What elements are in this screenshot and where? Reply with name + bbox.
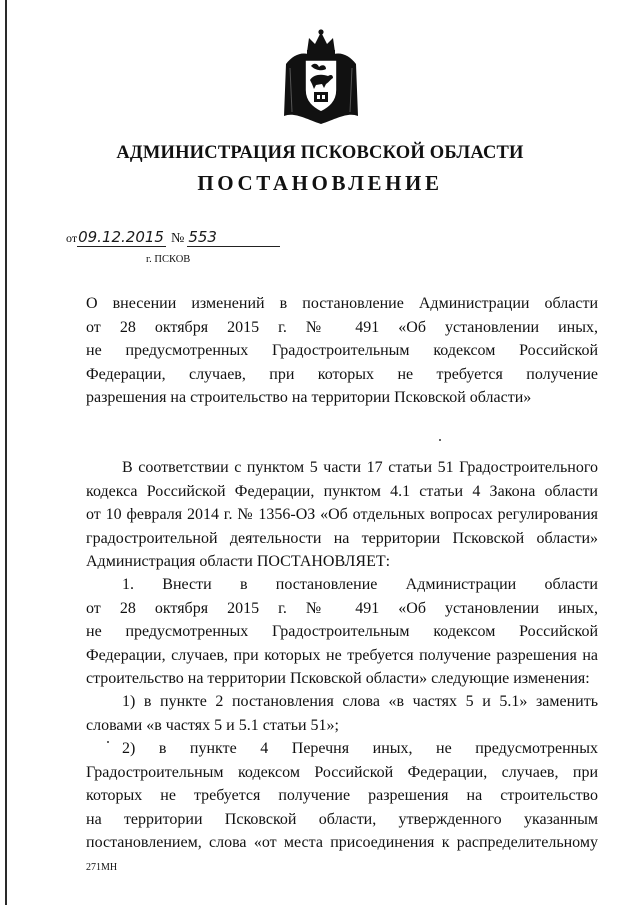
subitem-1-line: словами «в частях 5 и 5.1 статьи 51»;: [86, 716, 339, 734]
scan-speck: [439, 439, 441, 441]
organization-title: АДМИНИСТРАЦИЯ ПСКОВСКОЙ ОБЛАСТИ: [116, 143, 524, 163]
handwritten-date: 09.12.2015: [78, 228, 164, 246]
number-prefix: №: [170, 231, 185, 246]
item-1-line: Федерации, случаев, при которых не требуется получение разрешения на: [86, 646, 598, 664]
title-line: Федерации, случаев, при которых не требуется получение: [86, 365, 598, 383]
preamble-line: градостроительной деятельности на территории Псковской области»: [86, 529, 598, 547]
preamble-line: кодекса Российской Федерации, пунктом 4.1 статьи 4 Закона области: [86, 482, 598, 500]
coat-of-arms-emblem: [278, 28, 364, 128]
subitem-2-block: [86, 737, 598, 855]
preamble-line: В соответствии с пунктом 5 части 17 статьи 51 Градостроительного: [122, 459, 598, 476]
subitem-2-line: которых не требуется получение разрешения на строительство: [86, 787, 598, 804]
title-line: не предусмотренных Градостроительным кодексом Российской: [86, 342, 598, 359]
title-line: разрешения на строительство на территории Псковской области»: [86, 389, 532, 406]
subitem-1-line: 1) в пункте 2 постановления слова «в частях 5 и 5.1» заменить: [122, 693, 598, 710]
item-1-line: от 28 октября 2015 г. № 491 «Об установлении иных,: [86, 599, 598, 617]
handwritten-number: 553: [187, 228, 280, 247]
date-number-line: [66, 228, 280, 247]
item-1-block: [86, 573, 598, 691]
preamble-line: от 10 февраля 2014 г. № 1356-ОЗ «Об отдельных вопросах регулирования: [86, 506, 598, 523]
page-left-edge: [5, 0, 7, 905]
item-1-line: строительство на территории Псковской области» следующие изменения:: [86, 670, 590, 687]
document-title-block: [86, 292, 598, 410]
title-line: О внесении изменений в постановление Администрации области: [86, 295, 598, 312]
subitem-2-line: постановлением, слова «от места присоединения к распределительному: [86, 834, 598, 851]
subitem-2-line: на территории Псковской области, утвержденного указанным: [86, 810, 598, 828]
item-1-line: не предусмотренных Градостроительным кодексом Российской: [86, 623, 598, 640]
document-type-title: ПОСТАНОВЛЕНИЕ: [197, 171, 443, 195]
subitem-1-block: [86, 690, 598, 737]
preamble-line: Администрация области ПОСТАНОВЛЯЕТ:: [86, 553, 391, 570]
city-label: г. ПСКОВ: [146, 254, 191, 265]
subitem-2-line: 2) в пункте 4 Перечня иных, не предусмотренных: [122, 740, 598, 757]
title-line: от 28 октября 2015 г. № 491 «Об установлении иных,: [86, 318, 598, 336]
subitem-2-line: Градостроительным кодексом Российской Федерации, случаев, при: [86, 763, 598, 781]
item-1-line: 1. Внести в постановление Администрации области: [122, 576, 598, 593]
preamble-block: [86, 456, 598, 574]
date-prefix: от: [66, 231, 78, 245]
footer-code: 271МН: [86, 862, 118, 873]
